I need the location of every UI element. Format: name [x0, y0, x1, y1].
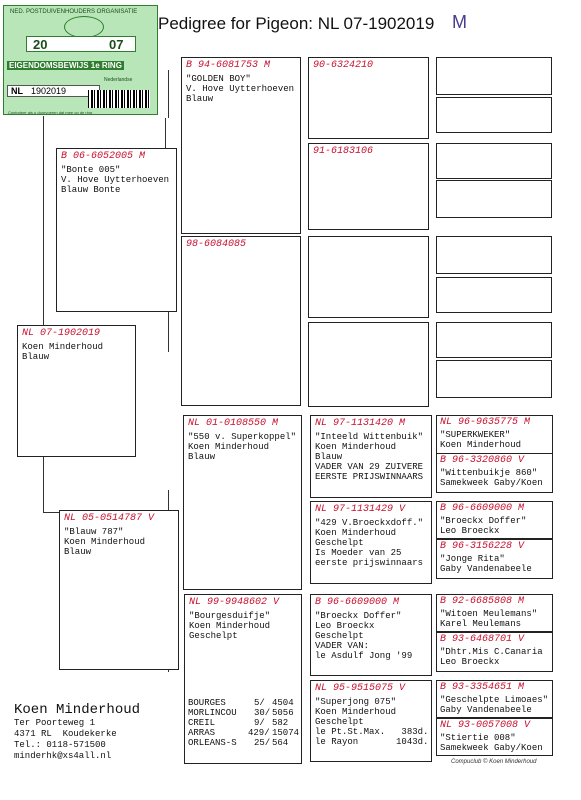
- ring-number: [437, 144, 551, 146]
- pedigree-box-gen2-0: [181, 57, 301, 234]
- box-line: V. Hove Uytterhoeven: [61, 175, 170, 185]
- ring-card-property: EIGENDOMSBEWIJS 1e RING: [9, 61, 122, 70]
- box-line: "Bonte 005": [61, 165, 121, 175]
- box-line: VADER VAN:: [315, 641, 370, 651]
- box-line: "Dhtr.Mis C.Canaria: [440, 647, 543, 657]
- box-line: Blauw: [186, 94, 214, 104]
- pedigree-box-gen4-9: [436, 453, 553, 493]
- box-line: Karel Meulemans: [440, 619, 522, 629]
- box-line: le Asdulf Jong '99: [315, 651, 413, 661]
- year-b: 07: [109, 37, 124, 52]
- ring-number: B 94-6081753 M: [186, 60, 271, 71]
- ring-number: B 93-6468701 V: [440, 634, 525, 645]
- box-line: "SUPERKWEKER": [440, 430, 511, 440]
- box-line: V. Hove Uytterhoeven: [186, 84, 295, 94]
- pedigree-box-gen3-7: [310, 680, 432, 762]
- box-line: "Bourgesduifje": [189, 611, 271, 621]
- ring-card-small1: Nederlandse: [104, 77, 133, 83]
- connector: [168, 310, 169, 352]
- ring-number: [437, 278, 551, 280]
- box-line: "GOLDEN BOY": [186, 74, 251, 84]
- box-line: Blauw Bonte: [61, 185, 121, 195]
- box-line: "429 V.Broeckxdoff.": [315, 518, 424, 528]
- ring-number: [437, 58, 551, 60]
- box-line: VADER VAN 29 ZUIVERE: [315, 462, 424, 472]
- pedigree-box-gen2-3: [184, 594, 302, 764]
- year-a: 20: [33, 37, 48, 52]
- pedigree-box-gen4-12: [436, 594, 553, 632]
- box-line: Is Moeder van 25: [315, 548, 402, 558]
- sex-mark: M: [452, 12, 467, 32]
- pedigree-box-gen3-2: [308, 236, 429, 318]
- box-line: Geschelpt: [315, 631, 364, 641]
- pedigree-box-gen4-4: [436, 236, 552, 274]
- box-line: le Pt.St.Max. 383d.: [315, 727, 429, 737]
- connector: [43, 457, 44, 512]
- owner-name: Koen Minderhoud: [14, 702, 141, 718]
- ring-number: NL 97-1131429 V: [315, 504, 406, 515]
- pedigree-box-gen4-5: [436, 277, 552, 313]
- box-line: Blauw: [188, 452, 216, 462]
- ring-number: B 96-3156228 V: [440, 541, 525, 552]
- box-line: Koen Minderhoud: [315, 707, 397, 717]
- ring-card-number: [7, 85, 100, 97]
- box-line: Koen Minderhoud: [22, 342, 104, 352]
- ring-number: B 96-6609000 M: [440, 503, 525, 514]
- pedigree-box-subject: [17, 325, 136, 457]
- box-line: Leo Broeckx: [440, 526, 500, 536]
- pedigree-box-gen3-0: [308, 57, 429, 139]
- ring-number: NL 05-0514787 V: [64, 513, 155, 524]
- box-line: "Blauw 787": [64, 527, 124, 537]
- box-line: EERSTE PRIJSWINNAARS: [315, 472, 424, 482]
- pedigree-box-gen4-1: [436, 97, 552, 133]
- connector: [43, 116, 44, 325]
- box-line: Leo Broeckx: [315, 621, 375, 631]
- box-line: Gaby Vandenabeele: [440, 705, 532, 715]
- ring-card-ring: 1902019: [31, 86, 67, 96]
- pedigree-box-gen4-14: [436, 680, 553, 718]
- ring-number: [309, 237, 428, 241]
- ring-card-bottom: Controleer als u doorvoeren dat mee op de ring: [8, 110, 93, 115]
- box-line: Samekweek Gaby/Koen: [440, 478, 543, 488]
- box-line: Leo Broeckx: [440, 657, 500, 667]
- race-row: ORLEANS-S 25/ 564: [188, 738, 289, 748]
- pedigree-box-dam: [59, 510, 179, 670]
- ring-number: 90-6324210: [313, 60, 374, 71]
- race-row: BOURGES 5/ 4504: [188, 698, 294, 708]
- ring-number: B 96-3320860 V: [440, 455, 525, 466]
- ring-number: [309, 323, 428, 327]
- box-line: Koen Minderhoud: [188, 442, 270, 452]
- ring-card-org: NED. POSTDUIVENHOUDERS ORGANISATIE: [10, 9, 138, 15]
- pedigree-box-gen4-7: [436, 360, 552, 398]
- box-line: Geschelpt: [315, 538, 364, 548]
- pedigree-box-gen4-15: [436, 718, 553, 756]
- race-row: ARRAS 429/ 15074: [188, 728, 300, 738]
- ring-number: [437, 237, 551, 239]
- page-title: Pedigree for Pigeon: NL 07-1902019: [158, 14, 435, 33]
- ring-number: NL 01-0108550 M: [188, 418, 279, 429]
- pedigree-box-gen4-8: [436, 415, 553, 455]
- box-line: "550 v. Superkoppel": [188, 432, 297, 442]
- ring-number: NL 93-0057008 V: [440, 720, 531, 731]
- box-line: "Geschelpte Limoaes": [440, 695, 549, 705]
- pedigree-box-gen3-1: [308, 143, 429, 230]
- owner-street: Ter Poorteweg 1: [14, 718, 96, 728]
- ring-number: NL 95-9515075 V: [315, 683, 406, 694]
- ring-card-year: [26, 36, 136, 52]
- pedigree-box-gen3-5: [310, 501, 432, 584]
- pedigree-box-gen2-2: [183, 415, 302, 590]
- race-results: [188, 698, 300, 748]
- ring-number: [437, 361, 551, 363]
- box-line: "Jonge Rita": [440, 554, 505, 564]
- pedigree-box-gen3-3: [308, 322, 429, 407]
- ring-number: [437, 181, 551, 183]
- ring-card-country: NL: [11, 86, 23, 96]
- ring-number: NL 97-1131420 M: [315, 418, 406, 429]
- ring-number: [437, 98, 551, 100]
- pedigree-box-gen4-6: [436, 322, 552, 358]
- box-line: Blauw: [315, 452, 343, 462]
- box-line: "Stiertie 008": [440, 733, 516, 743]
- pedigree-box-gen2-1: [181, 236, 301, 406]
- ring-number: B 96-6609000 M: [315, 597, 400, 608]
- ring-number: NL 96-9635775 M: [440, 417, 531, 428]
- box-line: eerste prijswinnaars: [315, 558, 424, 568]
- pedigree-box-gen3-6: [310, 594, 432, 676]
- box-line: Geschelpt: [315, 717, 364, 727]
- pedigree-box-sire: [56, 148, 177, 312]
- emblem-icon: [64, 16, 104, 38]
- ring-number: 98-6084085: [186, 239, 247, 250]
- box-line: Samekweek Gaby/Koen: [440, 743, 543, 753]
- box-line: "Witoen Meulemans": [440, 609, 538, 619]
- box-line: "Wittenbuikje 860": [440, 468, 538, 478]
- box-line: Koen Minderhoud: [64, 537, 146, 547]
- ring-number: 91-6183106: [313, 146, 374, 157]
- box-line: Koen Minderhoud: [315, 442, 397, 452]
- ring-number: [437, 323, 551, 325]
- box-line: Blauw: [64, 547, 92, 557]
- owner-tel: Tel.: 0118-571500: [14, 740, 106, 750]
- box-line: "Superjong 075": [315, 697, 397, 707]
- box-line: Blauw: [22, 352, 50, 362]
- pedigree-box-gen4-0: [436, 57, 552, 95]
- owner-email: minderhk@xs4all.nl: [14, 751, 112, 761]
- pedigree-box-gen4-11: [436, 539, 553, 579]
- box-line: Gaby Vandenabeele: [440, 564, 532, 574]
- box-line: "Broeckx Doffer": [315, 611, 402, 621]
- pedigree-box-gen4-2: [436, 143, 552, 179]
- race-row: MORLINCOU 30/ 5056: [188, 708, 294, 718]
- ring-number: B 06-6052005 M: [61, 151, 146, 162]
- box-line: Koen Minderhoud: [440, 440, 522, 450]
- box-line: Koen Minderhoud: [189, 621, 271, 631]
- connector: [168, 70, 169, 118]
- race-row: CREIL 9/ 582: [188, 718, 289, 728]
- box-line: Geschelpt: [189, 631, 238, 641]
- barcode-icon: [88, 90, 150, 108]
- ring-number: NL 99-9948602 V: [189, 597, 280, 608]
- ring-number: NL 07-1902019: [22, 328, 101, 339]
- owner-city: 4371 RL Koudekerke: [14, 729, 117, 739]
- box-line: le Rayon 1043d.: [315, 737, 429, 747]
- ring-number: B 93-3354651 M: [440, 682, 525, 693]
- owner-block: [14, 702, 140, 762]
- pedigree-box-gen4-3: [436, 180, 552, 218]
- box-line: "Broeckx Doffer": [440, 516, 527, 526]
- pedigree-box-gen3-4: [310, 415, 432, 498]
- box-line: Koen Minderhoud: [315, 528, 397, 538]
- ring-number: B 92-6685808 M: [440, 596, 525, 607]
- footer-credit: Compuclub © Koen Minderhoud: [451, 759, 537, 765]
- box-line: "Inteeld Wittenbuik": [315, 432, 424, 442]
- pedigree-box-gen4-10: [436, 501, 553, 539]
- pedigree-box-gen4-13: [436, 632, 553, 672]
